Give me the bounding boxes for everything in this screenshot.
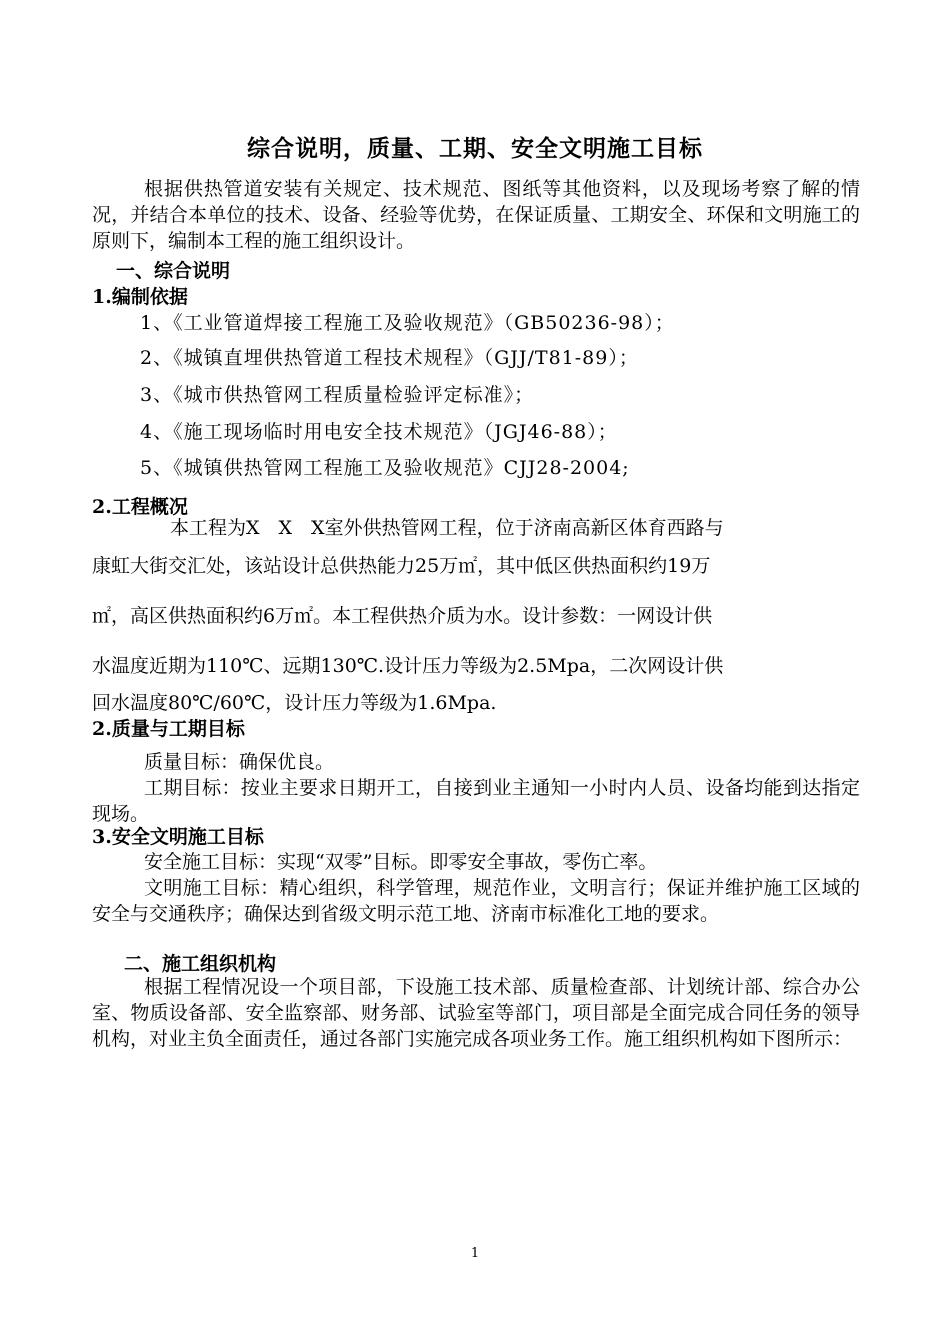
safety-civil-heading: 3.安全文明施工目标 — [92, 826, 264, 848]
reference-item-3: 3、《城市供热管网工程质量检验评定标准》； — [140, 384, 535, 406]
schedule-target: 工期目标：按业主要求日期开工，自接到业主通知一小时内人员、设备均能到达指定现场。 — [92, 777, 860, 825]
reference-item-1: 1、《工业管道焊接工程施工及验收规范》（GB50236-98）； — [140, 312, 675, 334]
quality-target: 质量目标：确保优良。 — [144, 751, 335, 773]
reference-item-4: 4、《施工现场临时用电安全技术规范》（JGJ46-88）； — [140, 421, 618, 443]
civil-target: 文明施工目标：精心组织，科学管理，规范作业，文明言行；保证并维护施工区域的安全与交通秩序；确保达到省级文明示范工地、济南市标准化工地的要求。 — [92, 877, 860, 925]
overview-line-4: 水温度近期为110℃、远期130℃.设计压力等级为2.5Mpa，二次网设计供 — [92, 655, 724, 677]
overview-line-5: 回水温度80℃/60℃，设计压力等级为1.6Mpa. — [92, 692, 497, 714]
page-title: 综合说明，质量、工期、安全文明施工目标 — [247, 135, 703, 162]
overview-line-3: ㎡，高区供热面积约6万㎡。本工程供热介质为水。设计参数：一网设计供 — [92, 605, 713, 627]
safety-target: 安全施工目标：实现“双零”目标。即零安全事故，零伤亡率。 — [144, 851, 658, 873]
organization-paragraph: 根据工程情况设一个项目部，下设施工技术部、质量检查部、计划统计部、综合办公室、物质设备部、安全监察部、财务部、试验室等部门，项目部是全面完成合同任务的领导机构，对业主负全面责任，通过各部门实施完成各项业务工作。施工组织机构如下图所示： — [92, 976, 860, 1050]
reference-item-5: 5、《城镇供热管网工程施工及验收规范》CJJ28-2004; — [140, 457, 630, 479]
quality-schedule-heading: 2.质量与工期目标 — [92, 718, 245, 740]
overview-line-1: 本工程为X X X室外供热管网工程，位于济南高新区体育西路与 — [170, 517, 724, 539]
overview-heading: 2.工程概况 — [92, 496, 188, 518]
overview-line-2: 康虹大街交汇处，该站设计总供热能力25万㎡，其中低区供热面积约19万 — [92, 555, 711, 577]
page-number: 1 — [470, 1246, 480, 1261]
basis-heading: 1.编制依据 — [92, 286, 188, 308]
section2-heading: 二、施工组织机构 — [124, 953, 277, 975]
reference-item-2: 2、《城镇直埋供热管道工程技术规程》（GJJ/T81-89）； — [140, 347, 639, 369]
intro-paragraph: 根据供热管道安装有关规定、技术规范、图纸等其他资料，以及现场考察了解的情况，并结合本单位的技术、设备、经验等优势，在保证质量、工期安全、环保和文明施工的原则下，编制本工程的施工组织设计。 — [92, 178, 860, 252]
section1-heading: 一、综合说明 — [116, 260, 231, 282]
